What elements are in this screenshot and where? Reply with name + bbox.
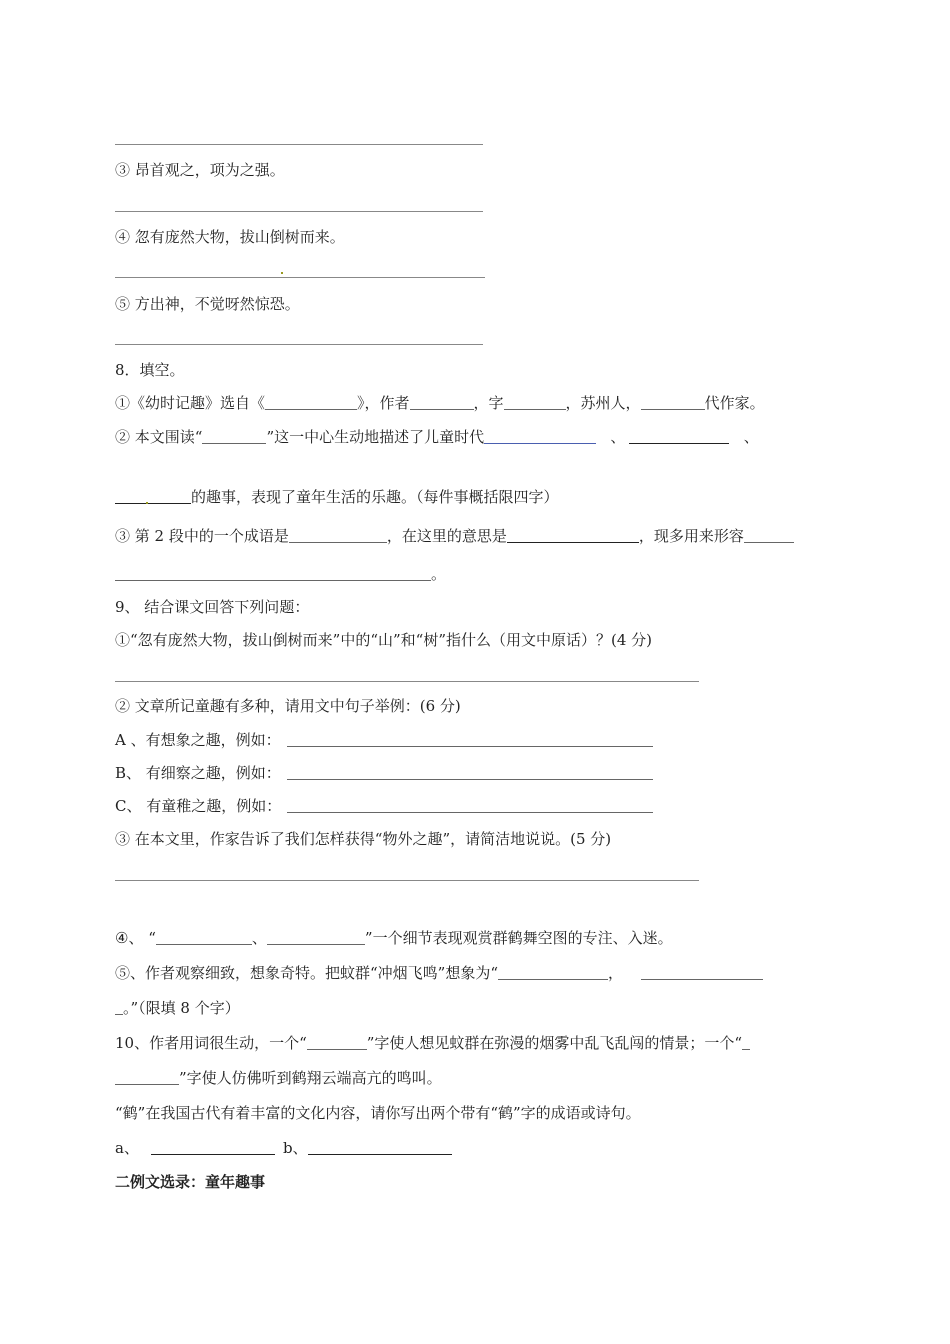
q9-s4-text: ”一个细节表现观赏群鹤舞空图的专注、入迷。 [364, 929, 673, 947]
q9-s5-text: ⑤、作者观察细致，想象奇特。把蚊群“冲烟飞鸣”想象为“ [115, 964, 499, 982]
blank-idiom[interactable] [289, 527, 387, 543]
q10-line-3: “鹤”在我国古代有着丰富的文化内容，请你写出两个带有“鹤”字的成语或诗句。 [115, 1104, 641, 1122]
q8-l3-text: 的趣事，表现了童年生活的乐趣。（每件事概括限四字） [191, 488, 559, 506]
q8-l2-text: 、 [743, 428, 759, 446]
q10-line-1 [115, 1033, 750, 1053]
q9-s5-text: ， [608, 964, 624, 982]
q9-sub-3: ③ 在本文里，作家告诉了我们怎样获得“物外之趣”，请简洁地说说。(5 分) [115, 830, 612, 848]
blank-idiom-usage[interactable] [744, 527, 794, 543]
q8-l5-text: 。 [431, 565, 447, 583]
blank-crane-verb-cont[interactable] [115, 1069, 179, 1085]
q9-option-b-label: B、 有细察之趣，例如： [115, 764, 281, 782]
q9-option-c [115, 796, 653, 816]
q8-l1-text: ，字 [473, 394, 504, 412]
q9-s4-text: 、 [251, 929, 267, 947]
q10-l1-text: ”字使人想见蚊群在弥漫的烟雾中乱飞乱闯的情景；一个“ [366, 1034, 743, 1052]
q8-l1-text: 》，作者 [357, 394, 410, 412]
blank-mosquito-verb[interactable] [307, 1034, 367, 1050]
q10-l2-text: ”字使人仿佛听到鹤翔云端高亢的鸣叫。 [179, 1069, 442, 1087]
answer-line[interactable] [115, 880, 699, 881]
blank-dynasty[interactable] [641, 394, 705, 410]
blank-childish-example[interactable] [287, 797, 653, 813]
q8-line-3 [115, 487, 559, 507]
blank-detail-1[interactable] [156, 929, 252, 945]
q9-option-a-label: A 、有想象之趣，例如： [115, 731, 281, 749]
q10-l1-text: 10、作者用词很生动，一个“ [115, 1034, 307, 1052]
q8-line-4 [115, 526, 794, 546]
q8-l4-text: ③ 第 2 段中的一个成语是 [115, 527, 289, 545]
q8-l4-text: ，现多用来形容 [638, 527, 744, 545]
blank-imagery-2-cont[interactable] [115, 999, 123, 1015]
blank-author[interactable] [410, 394, 474, 410]
q10-line-4 [115, 1138, 452, 1158]
q9-sub-4 [115, 928, 673, 948]
blank-observation-example[interactable] [287, 764, 653, 780]
q9-sub-5 [115, 963, 763, 983]
q9-option-b [115, 763, 653, 783]
blank-detail-2[interactable] [267, 929, 365, 945]
blank-idiom-meaning[interactable] [507, 527, 639, 543]
blank-event-1[interactable] [484, 428, 596, 444]
q8-line-2 [115, 427, 759, 447]
blank-imagery-1[interactable] [498, 964, 608, 980]
q8-l4-text: ，在这里的意思是 [386, 527, 507, 545]
q10-l4-label-a: a、 [115, 1139, 139, 1157]
blank-crane-verb[interactable] [742, 1034, 750, 1050]
blank-courtesy-name[interactable] [504, 394, 566, 410]
blank-event-3[interactable] [115, 488, 191, 504]
q9-sub-5-cont [115, 998, 240, 1018]
q9-title: 9、 结合课文回答下列问题： [115, 598, 310, 616]
q9-s5-text: 。”（限填 8 个字） [123, 999, 240, 1017]
q9-sub-1: ①“忽有庞然大物，拔山倒树而来”中的“山”和“树”指什么（用文中原话）？(4 分) [115, 631, 653, 649]
q10-line-2 [115, 1068, 442, 1088]
blank-imagination-example[interactable] [287, 731, 653, 747]
answer-line [115, 144, 483, 145]
q8-line-1 [115, 393, 765, 413]
q10-l4-label-b: b、 [282, 1139, 308, 1157]
q8-title: 8．填空。 [115, 361, 185, 379]
q9-option-a [115, 730, 653, 750]
q8-l2-text: ② 本文围读“ [115, 428, 203, 446]
speck-mark [146, 502, 148, 504]
q7-sentence-3: ③ 昂首观之，项为之强。 [115, 161, 285, 179]
blank-book-title[interactable] [265, 394, 357, 410]
blank-central-theme[interactable] [202, 428, 266, 444]
answer-line [115, 277, 485, 278]
blank-event-2[interactable] [629, 428, 729, 444]
blank-crane-phrase-b[interactable] [308, 1139, 452, 1155]
blank-imagery-2[interactable] [641, 964, 763, 980]
q8-l2-text: ”这一中心生动地描述了儿童时代 [266, 428, 485, 446]
q7-sentence-4: ④ 忽有庞然大物，拔山倒树而来。 [115, 228, 345, 246]
section-heading: 二例文选录：童年趣事 [115, 1173, 266, 1191]
q9-sub-2: ② 文章所记童趣有多种，请用文中句子举例：(6 分) [115, 697, 461, 715]
q9-option-c-label: C、 有童稚之趣，例如： [115, 797, 282, 815]
q7-sentence-5: ⑤ 方出神，不觉呀然惊恐。 [115, 295, 300, 313]
q8-l1-text: ，苏州人， [565, 394, 641, 412]
q8-l2-text: 、 [610, 428, 626, 446]
speck-mark [281, 272, 283, 274]
q9-s4-text: ④、 “ [115, 929, 156, 947]
q8-l1-text: ①《幼时记趣》选自《 [115, 394, 266, 412]
q8-line-5 [115, 564, 446, 584]
answer-line [115, 344, 483, 345]
answer-line[interactable] [115, 681, 699, 682]
answer-line [115, 211, 483, 212]
blank-idiom-usage-cont[interactable] [115, 565, 431, 581]
blank-crane-phrase-a[interactable] [151, 1139, 275, 1155]
q8-l1-text: 代作家。 [704, 394, 765, 412]
